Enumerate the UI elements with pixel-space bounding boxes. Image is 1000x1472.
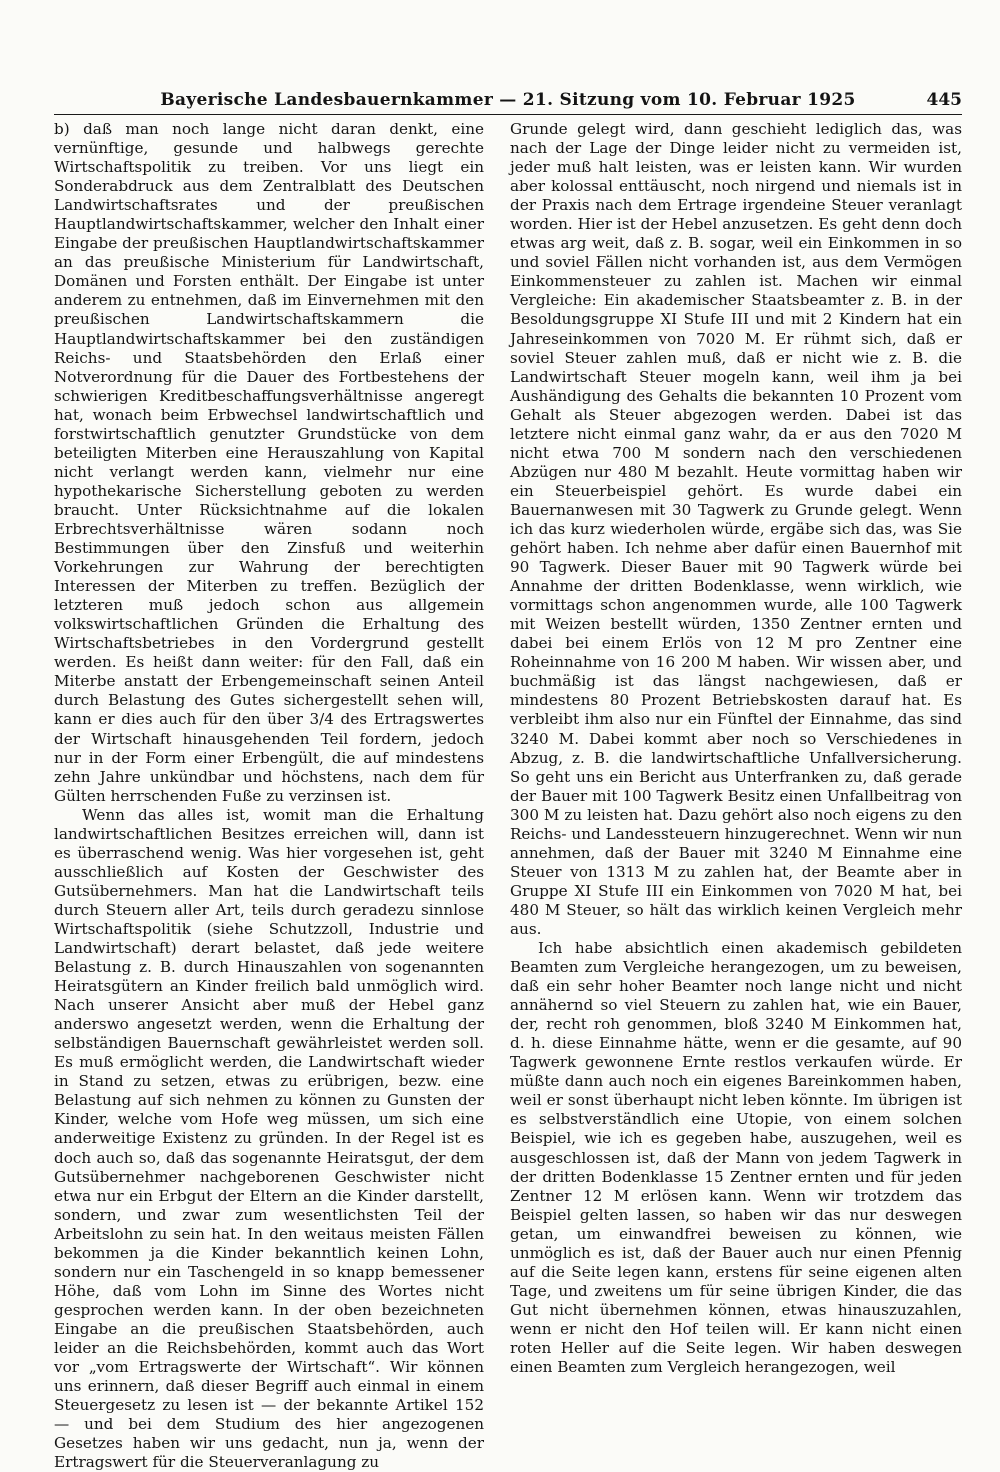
right-column xyxy=(510,120,962,1377)
left-column xyxy=(54,120,484,1472)
paragraph: Wenn das alles ist, womit man die Erhaltung landwirtschaftlichen Besitzes erreichen will, dann ist es überraschend wenig. Was hier vorgesehen ist, geht ausschließlich auf Kosten der Geschwister des Gutsübernehmers. Man hat die Landwirtschaft teils durch Steuern aller Art, teils durch geradezu sinnlose Wirtschaftspolitik (siehe Schutzzoll, Industrie und Landwirtschaft) derart belastet, daß jede weitere Belastung z. B. durch Hinauszahlen von sogenannten Heiratsgütern an Kinder freilich bald unmöglich wird. Nach unserer Ansicht aber muß der Hebel ganz anderswo angesetzt werden, wenn die Erhaltung der selbständigen Bauernschaft gewährleistet werden soll. Es muß ermöglicht werden, die Landwirtschaft wieder in Stand zu setzen, etwas zu erübrigen, bezw. eine Belastung auf sich nehmen zu können zu Gunsten der Kinder, welche vom Hofe weg müssen, um sich eine anderweitige Existenz zu gründen. In der Regel ist es doch auch so, daß das sogenannte Heiratsgut, der dem Gutsübernehmer nachgeborenen Geschwister nicht etwa nur ein Erbgut der Eltern an die Kinder darstellt, sondern, und zwar zum wesentlichsten Teil der Arbeitslohn zu sein hat. In den weitaus meisten Fällen bekommen ja die Kinder bekanntlich keinen Lohn, sondern nur ein Taschengeld in so knapp bemessener Höhe, daß vom Lohn im Sinne des Wortes nicht gesprochen werden kann. In der oben bezeichneten Eingabe an die preußischen Staatsbehörden, auch leider an die Reichsbehörden, kommt auch das Wort vor „vom Ertragswerte der Wirtschaft“. Wir können uns erinnern, daß dieser Begriff auch einmal in einem Steuergesetz zu lesen ist — der bekannte Artikel 152 — und bei dem Studium des hier angezogenen Gesetzes haben wir uns gedacht, nun ja, wenn der Ertragswert für die Steuerveranlagung zu xyxy=(54,805,484,1472)
paragraph: Ich habe absichtlich einen akademisch gebildeten Beamten zum Vergleiche herangezogen, um zu beweisen, daß ein sehr hoher Beamter noch lange nicht und nicht annähernd so viel Steuern zu zahlen hat, wie ein Bauer, der, recht roh genommen, bloß 3240 M Einkommen hat, d. h. diese Einnahme hätte, wenn er die gesamte, auf 90 Tagwerk gewonnene Ernte restlos verkaufen würde. Er müßte dann auch noch ein eigenes Bareinkommen haben, weil er sonst überhaupt nicht leben könnte. Im übrigen ist es selbstverständlich eine Utopie, von einem solchen Beispiel, wie ich es gegeben habe, auszugehen, weil es ausgeschlossen ist, daß der Mann von jedem Tagwerk in der dritten Bodenklasse 15 Zentner ernten und für jeden Zentner 12 M erlösen kann. Wenn wir trotzdem das Beispiel gelten lassen, so haben wir das nur deswegen getan, um einwandfrei beweisen zu können, wie unmöglich es ist, daß der Bauer auch nur einen Pfennig auf die Seite legen kann, erstens für seine eigenen alten Tage, und zweitens um für seine übrigen Kinder, die das Gut nicht übernehmen können, etwas hinauszuzahlen, wenn er nicht den Hof teilen will. Er kann nicht einen roten Heller auf die Seite legen. Wir haben deswegen einen Beamten zum Vergleich herangezogen, weil xyxy=(510,939,962,1377)
paragraph: b) daß man noch lange nicht daran denkt, eine vernünftige, gesunde und halbwegs gerechte Wirtschaftspolitik zu treiben. Vor uns liegt ein Sonderabdruck aus dem Zentralblatt des Deutschen Landwirtschaftsrates und der preußischen Hauptlandwirtschaftskammer, welcher den Inhalt einer Eingabe der preußischen Hauptlandwirtschaftskammer an das preußische Ministerium für Landwirtschaft, Domänen und Forsten enthält. Der Eingabe ist unter anderem zu entnehmen, daß im Einvernehmen mit den preußischen Landwirtschaftskammern die Hauptlandwirtschaftskammer bei den zuständigen Reichs- und Staatsbehörden den Erlaß einer Notverordnung für die Dauer des Fortbestehens der schwierigen Kreditbeschaffungsverhältnisse angeregt hat, wonach beim Erbwechsel landwirtschaftlich und forstwirtschaftlich genutzter Grundstücke von dem beteiligten Miterben eine Herauszahlung von Kapital nicht verlangt werden kann, vielmehr nur eine hypothekarische Sicherstellung geboten zu werden braucht. Unter Rücksichtnahme auf die lokalen Erbrechtsverhältnisse wären sodann noch Bestimmungen über den Zinsfuß und weiterhin Vorkehrungen zur Wahrung der berechtigten Interessen der Miterben zu treffen. Bezüglich der letzteren muß jedoch schon aus allgemein volkswirtschaftlichen Gründen die Erhaltung des Wirtschaftsbetriebes in den Vordergrund gestellt werden. Es heißt dann weiter: für den Fall, daß ein Miterbe anstatt der Erbengemeinschaft seinen Anteil durch Belastung des Gutes sichergestellt sehen will, kann er dies auch für den über 3/4 des Ertragswertes der Wirtschaft hinausgehenden Teil fordern, jedoch nur in der Form einer Erbengült, die auf mindestens zehn Jahre unkündbar und höchstens, nach dem für Gülten herrschenden Fuße zu verzinsen ist. xyxy=(54,120,484,805)
page-number: 445 xyxy=(926,90,962,110)
running-title: Bayerische Landesbauernkammer — 21. Sitzung vom 10. Februar 1925 xyxy=(160,90,856,110)
page-header xyxy=(54,90,962,115)
paragraph: Grunde gelegt wird, dann geschieht lediglich das, was nach der Lage der Dinge leider nicht zu vermeiden ist, jeder muß halt leisten, was er leisten kann. Wir wurden aber kolossal enttäuscht, noch nirgend und niemals ist in der Praxis nach dem Ertrage irgendeine Steuer veranlagt worden. Hier ist der Hebel anzusetzen. Es geht denn doch etwas arg weit, daß z. B. sogar, weil ein Einkommen in so und soviel Fällen nicht vorhanden ist, aus dem Vermögen Einkommensteuer zu zahlen ist. Machen wir einmal Vergleiche: Ein akademischer Staatsbeamter z. B. in der Besoldungsgruppe XI Stufe III und mit 2 Kindern hat ein Jahreseinkommen von 7020 M. Er rühmt sich, daß er soviel Steuer zahlen muß, daß er nicht wie z. B. die Landwirtschaft Steuer mogeln kann, weil ihm ja bei Aushändigung des Gehalts die bekannten 10 Prozent vom Gehalt als Steuer abgezogen werden. Dabei ist das letztere nicht einmal ganz wahr, da er aus den 7020 M nicht etwa 700 M sondern nach den verschiedenen Abzügen nur 480 M bezahlt. Heute vormittag haben wir ein Steuerbeispiel gehört. Es wurde dabei ein Bauernanwesen mit 30 Tagwerk zu Grunde gelegt. Wenn ich das kurz wiederholen würde, ergäbe sich das, was Sie gehört haben. Ich nehme aber dafür einen Bauernhof mit 90 Tagwerk. Dieser Bauer mit 90 Tagwerk würde bei Annahme der dritten Bodenklasse, wenn wirklich, wie vormittags schon angenommen wurde, alle 100 Tagwerk mit Weizen bestellt würden, 1350 Zentner ernten und dabei bei einem Erlös von 12 M pro Zentner eine Roheinnahme von 16 200 M haben. Wir wissen aber, und buchmäßig ist das längst nachgewiesen, daß er mindestens 80 Prozent Betriebskosten darauf hat. Es verbleibt ihm also nur ein Fünftel der Einnahme, das sind 3240 M. Dabei kommt aber noch so Verschiedenes in Abzug, z. B. die landwirtschaftliche Unfallversicherung. So geht uns ein Bericht aus Unterfranken zu, daß gerade der Bauer mit 100 Tagwerk Besitz einen Unfallbeitrag von 300 M zu leisten hat. Dazu gehört also noch eigens zu den Reichs- und Landessteuern hinzugerechnet. Wenn wir nun annehmen, daß der Bauer mit 3240 M Einnahme eine Steuer von 1313 M zu zahlen hat, der Beamte aber in Gruppe XI Stufe III ein Einkommen von 7020 M hat, bei 480 M Steuer, so hält das wirklich keinen Vergleich mehr aus. xyxy=(510,120,962,938)
